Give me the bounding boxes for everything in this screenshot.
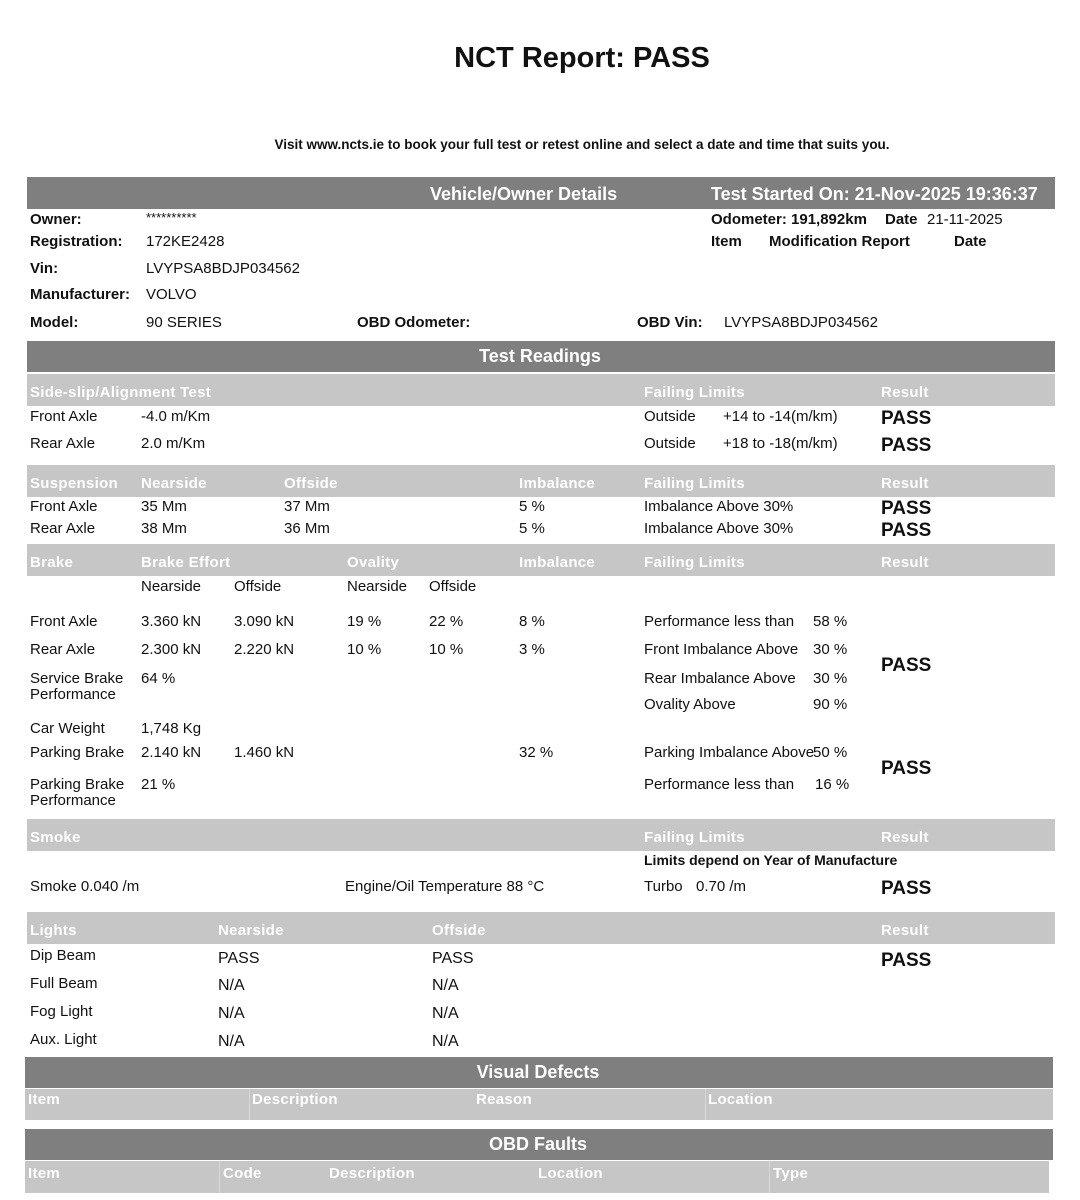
brake-limit-front-imbalance-value: 30 % [813, 641, 848, 658]
service-brake-label-1: Service Brake [30, 670, 124, 687]
fog-light-nearside: N/A [218, 1005, 245, 1022]
suspension-rear-offside: 36 Mm [284, 520, 330, 537]
test-readings-header: Test Readings [479, 346, 601, 366]
service-brake-label-2: Performance [30, 686, 116, 703]
brake-limit-rear-imbalance: Rear Imbalance Above [644, 670, 796, 687]
smoke-result-header: Result [881, 829, 929, 846]
test-readings-header-bar [27, 341, 1055, 372]
sideslip-front-label: Front Axle [30, 408, 98, 425]
brake-rear-label: Rear Axle [30, 641, 96, 658]
parking-perf-label-2: Performance [30, 792, 116, 809]
brake-ovality-header: Ovality [347, 554, 400, 571]
smoke-limits-note: Limits depend on Year of Manufacture [644, 852, 898, 868]
fog-light-label: Fog Light [30, 1003, 93, 1020]
brake-limit-ovality-value: 90 % [813, 696, 848, 713]
suspension-rear-result: PASS [881, 520, 932, 541]
turbo-value: 0.70 /m [696, 878, 747, 895]
vd-col-location: Location [708, 1091, 773, 1108]
dip-beam-offside: PASS [432, 950, 474, 967]
brake-rear-imbalance: 3 % [519, 641, 545, 658]
registration-value: 172KE2428 [146, 233, 225, 250]
parking-perf-label-1: Parking Brake [30, 776, 125, 793]
suspension-rear-limit: Imbalance Above 30% [644, 520, 794, 537]
lights-title: Lights [30, 922, 77, 939]
suspension-front-nearside: 35 Mm [141, 498, 187, 515]
suspension-front-offside: 37 Mm [284, 498, 330, 515]
engine-oil-temperature: Engine/Oil Temperature 88 °C [345, 878, 545, 895]
odometer: Odometer: 191,892km [711, 211, 867, 228]
suspension-rear-imbalance: 5 % [519, 520, 545, 537]
brake-rear-ov-off: 10 % [429, 641, 464, 658]
brake-limit-ovality: Ovality Above [644, 696, 736, 713]
brake-sub-nearside: Nearside [141, 578, 202, 595]
car-weight-value: 1,748 Kg [141, 720, 202, 737]
brake-sub-offside: Offside [234, 578, 282, 595]
suspension-front-result: PASS [881, 498, 932, 519]
vehicle-owner-header-bar [27, 177, 1055, 209]
smoke-value: Smoke 0.040 /m [30, 878, 140, 895]
manufacturer-value: VOLVO [146, 286, 197, 303]
vd-col-reason: Reason [476, 1091, 532, 1108]
brake-imbalance-header: Imbalance [519, 554, 596, 571]
sideslip-title: Side-slip/Alignment Test [30, 384, 212, 401]
modification-date-label: Date [954, 233, 987, 250]
obd-col-item: Item [28, 1165, 61, 1182]
obd-faults-header-bar [25, 1129, 1053, 1160]
smoke-result: PASS [881, 878, 932, 899]
brake-sub-ov-nearside: Nearside [347, 578, 408, 595]
fog-light-offside: N/A [432, 1005, 459, 1022]
vehicle-owner-header: Vehicle/Owner Details [430, 184, 618, 204]
sideslip-rear-label: Rear Axle [30, 435, 96, 452]
owner-label: Owner: [30, 211, 82, 228]
smoke-limits-header: Failing Limits [644, 829, 745, 846]
page-title: NCT Report: PASS [454, 42, 710, 74]
obd-col-type: Type [773, 1165, 809, 1182]
suspension-header-bar [27, 465, 1055, 497]
obd-divider [769, 1161, 770, 1193]
brake-limit-performance-value: 58 % [813, 613, 848, 630]
brake-limit-front-imbalance: Front Imbalance Above [644, 641, 799, 658]
parking-brake-imbalance: 32 % [519, 744, 554, 761]
brake-limits-header: Failing Limits [644, 554, 745, 571]
brake-front-ov-off: 22 % [429, 613, 464, 630]
registration-label: Registration: [30, 233, 123, 250]
obd-faults-header: OBD Faults [488, 1134, 587, 1154]
turbo-label: Turbo [644, 878, 683, 895]
parking-perf-value: 21 % [141, 776, 176, 793]
vd-col-item: Item [28, 1091, 61, 1108]
brake-limit-parking-imbalance-value: 50 % [813, 744, 848, 761]
suspension-imbalance-header: Imbalance [519, 475, 596, 492]
owner-value: ********** [146, 210, 197, 225]
aux-light-offside: N/A [432, 1033, 459, 1050]
obd-odometer-label: OBD Odometer: [357, 314, 471, 331]
parking-brake-label: Parking Brake [30, 744, 125, 761]
full-beam-offside: N/A [432, 977, 459, 994]
visual-defects-header-bar [25, 1057, 1053, 1088]
lights-offside-header: Offside [432, 922, 486, 939]
car-weight-label: Car Weight [30, 720, 105, 737]
brake-limit-rear-imbalance-value: 30 % [813, 670, 848, 687]
brake-limit-parking-imbalance: Parking Imbalance Above [644, 744, 815, 761]
dip-beam-label: Dip Beam [30, 947, 96, 964]
service-brake-value: 64 % [141, 670, 176, 687]
obd-col-location: Location [538, 1165, 603, 1182]
brake-front-label: Front Axle [30, 613, 98, 630]
manufacturer-label: Manufacturer: [30, 286, 131, 303]
full-beam-label: Full Beam [30, 975, 98, 992]
brake-limit-performance: Performance less than [644, 613, 795, 630]
suspension-rear-label: Rear Axle [30, 520, 96, 537]
suspension-front-imbalance: 5 % [519, 498, 545, 515]
date-label: Date [885, 211, 918, 228]
sideslip-front-result: PASS [881, 408, 932, 429]
brake-header-bar [27, 544, 1055, 576]
lights-result: PASS [881, 950, 932, 971]
brake-result-header: Result [881, 554, 929, 571]
obd-col-code: Code [223, 1165, 262, 1182]
vin-value: LVYPSA8BDJP034562 [146, 260, 300, 277]
obd-vin-label: OBD Vin: [637, 314, 703, 331]
sideslip-rear-value: 2.0 m/Km [141, 435, 206, 452]
lights-result-header: Result [881, 922, 929, 939]
aux-light-nearside: N/A [218, 1033, 245, 1050]
suspension-offside-header: Offside [284, 475, 338, 492]
suspension-front-label: Front Axle [30, 498, 98, 515]
brake-rear-eff-off: 2.220 kN [234, 641, 295, 658]
aux-light-label: Aux. Light [30, 1031, 97, 1048]
lights-nearside-header: Nearside [218, 922, 284, 939]
obd-divider [219, 1161, 220, 1193]
model-value: 90 SERIES [146, 314, 222, 331]
visual-defects-columns-bar [25, 1089, 1053, 1120]
vd-divider [705, 1089, 706, 1120]
brake-sub-ov-offside: Offside [429, 578, 477, 595]
obd-col-description: Description [329, 1165, 415, 1182]
parking-brake-off: 1.460 kN [234, 744, 295, 761]
sideslip-rear-limit: +18 to -18(m/km) [723, 435, 838, 452]
suspension-rear-nearside: 38 Mm [141, 520, 187, 537]
dip-beam-nearside: PASS [218, 950, 260, 967]
sideslip-header-bar [27, 374, 1055, 406]
suspension-nearside-header: Nearside [141, 475, 207, 492]
suspension-front-limit: Imbalance Above 30% [644, 498, 794, 515]
brake-front-eff-near: 3.360 kN [141, 613, 202, 630]
brake-effort-header: Brake Effort [141, 554, 231, 571]
obd-faults-columns-bar [25, 1161, 1049, 1193]
parking-brake-near: 2.140 kN [141, 744, 202, 761]
sideslip-front-value: -4.0 m/Km [141, 408, 211, 425]
brake-rear-ov-near: 10 % [347, 641, 382, 658]
brake-front-eff-off: 3.090 kN [234, 613, 295, 630]
brake-rear-eff-near: 2.300 kN [141, 641, 202, 658]
test-started: Test Started On: 21-Nov-2025 19:36:37 [711, 184, 1038, 204]
vd-col-description: Description [252, 1091, 338, 1108]
sideslip-front-outside: Outside [644, 408, 696, 425]
sideslip-result-header: Result [881, 384, 929, 401]
service-brake-result: PASS [881, 655, 932, 676]
brake-title: Brake [30, 554, 74, 571]
brake-limit-parking-performance-value: 16 % [815, 776, 850, 793]
sideslip-front-limit: +14 to -14(m/km) [723, 408, 838, 425]
model-label: Model: [30, 314, 79, 331]
item-label: Item [711, 233, 742, 250]
sideslip-rear-outside: Outside [644, 435, 696, 452]
visual-defects-header: Visual Defects [476, 1062, 600, 1082]
smoke-title: Smoke [30, 829, 81, 846]
smoke-header-bar [27, 819, 1055, 851]
sideslip-rear-result: PASS [881, 435, 932, 456]
full-beam-nearside: N/A [218, 977, 245, 994]
parking-brake-result: PASS [881, 758, 932, 779]
modification-report-label: Modification Report [769, 233, 910, 250]
obd-vin-value: LVYPSA8BDJP034562 [724, 314, 878, 331]
brake-front-imbalance: 8 % [519, 613, 545, 630]
booking-notice: Visit www.ncts.ie to book your full test or retest online and select a date and time that suits you. [274, 137, 890, 152]
suspension-title: Suspension [30, 475, 119, 492]
date-value: 21-11-2025 [927, 211, 1003, 228]
suspension-result-header: Result [881, 475, 929, 492]
brake-limit-parking-performance: Performance less than [644, 776, 795, 793]
lights-header-bar [27, 912, 1055, 944]
vin-label: Vin: [30, 260, 59, 277]
suspension-limits-header: Failing Limits [644, 475, 745, 492]
vd-divider [249, 1089, 250, 1120]
sideslip-limits-header: Failing Limits [644, 384, 745, 401]
brake-front-ov-near: 19 % [347, 613, 382, 630]
